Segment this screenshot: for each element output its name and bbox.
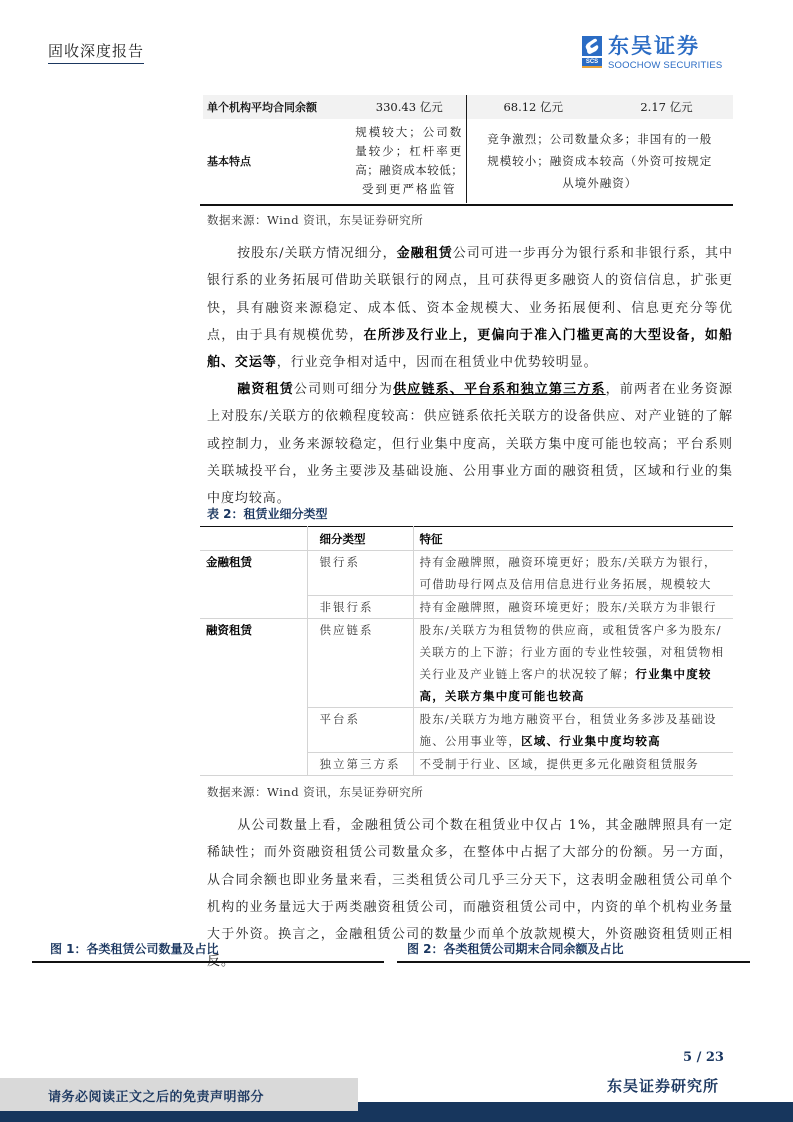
feature-cell: 持有金融牌照，融资环境更好；股东/关联方为银行，可借助母行网点及信用信息进行业务拓展，规模较大	[413, 551, 733, 596]
cell-line: 高；融资成本较低；	[355, 163, 464, 177]
category-cell-empty	[200, 753, 307, 776]
table-cell	[466, 119, 733, 203]
text-run: 从公司数量上看，金融租赁公司个数在租赁业中仅占 1%，其金融牌照具有一定稀缺性；而外资融资租赁公司数量众多，在整体中占据了大部分的份额。另一方面，从合同余额也即业务量来看，三类租赁公司几乎三分天下，这表明金融租赁公司单个机构的业务量远大于两类融资租赁公司，而融资租赁公司中，内资的单个机构业务量大于外资。换言之，金融租赁公司的数量少而单个放款规模大，外资融资租赁则正相反。	[207, 818, 733, 970]
report-type-title: 固收深度报告	[48, 40, 144, 64]
feature-cell	[413, 708, 733, 753]
table2-source: 数据来源：Wind 资讯，东吴证券研究所	[207, 785, 424, 799]
company-logo	[580, 34, 740, 74]
category-cell: 融资租赁	[206, 623, 252, 637]
scs-logo-icon	[582, 36, 602, 56]
category-cell-empty	[200, 708, 307, 753]
logo-en-name: SOOCHOW SECURITIES	[608, 60, 723, 71]
table-cell: 68.12 亿元	[466, 95, 600, 119]
text-run: 公司可进一步再分为银行系和非银行系，其中银行系的业务拓展可借助关联银行的网点，且可获得更多融资人的资信信息，扩张更快，具有融资来源稳定、成本低、资本金规模大、业务拓展便利、信息更充分等优点，由于具有规模优势，	[207, 246, 733, 343]
table-row	[200, 551, 733, 596]
text-run: 公司则可细分为	[293, 382, 394, 397]
type-cell: 供应链系	[307, 619, 413, 708]
feature-cell: 不受制于行业、区域，提供更多元化融资租赁服务	[413, 753, 733, 776]
feature-text: 股东/关联方为地方融资平台，租赁业务多涉及基础设施、公用事业等，	[419, 712, 717, 748]
footer-disclaimer: 请务必阅读正文之后的免责声明部分	[48, 1090, 265, 1105]
paragraph-financial-leasing	[207, 240, 733, 376]
type-cell: 银行系	[307, 551, 413, 596]
logo-cn-name: 东吴证券	[608, 34, 700, 58]
figure2-caption: 图 2：各类租赁公司期末合同余额及占比	[397, 940, 750, 963]
cell-line: 量较少；杠杆率更	[355, 144, 464, 158]
table-row	[203, 119, 733, 203]
cell-line: 从境外融资）	[562, 176, 638, 190]
logo-abbr: SCS	[582, 58, 602, 66]
header-cell: 特征	[413, 527, 733, 551]
bold-text: 在所涉及行业上，更偏向于准入门槛更高的大型设备，如船舶、交运等	[207, 327, 734, 371]
cell-line: 规模较小；融资成本较高（外资可按规定	[487, 154, 713, 168]
paragraph-finance-leasing	[207, 376, 733, 512]
table-cell: 2.17 亿元	[600, 95, 733, 119]
header-cell: 细分类型	[307, 527, 413, 551]
type-cell: 平台系	[307, 708, 413, 753]
feature-bold-text: 区域、行业集中度均较高	[521, 734, 661, 748]
logo-underline	[582, 66, 602, 68]
table-header-row	[200, 527, 733, 551]
type-cell: 独立第三方系	[307, 753, 413, 776]
table-row	[203, 95, 733, 119]
footer-bar-bottom	[0, 1111, 793, 1122]
table-cell	[353, 119, 466, 203]
cell-line: 竞争激烈；公司数量众多；非国有的一般	[487, 132, 713, 146]
leasing-types-table	[200, 526, 733, 776]
text-run: 按股东/关联方情况细分，	[237, 246, 397, 261]
bold-text: 金融租赁	[396, 246, 453, 261]
table2-caption: 表 2：租赁业细分类型	[207, 507, 328, 521]
table-bottom-rule	[200, 204, 733, 206]
table-row	[200, 753, 733, 776]
feature-text: 股东/关联方为租赁物的供应商，或租赁客户多为股东/关联方的上下游；行业方面的专业性较强，对租赁物相关行业及产业链上客户的状况较了解；	[419, 623, 725, 681]
figure1-caption: 图 1：各类租赁公司数量及占比	[32, 940, 384, 963]
table-row	[200, 708, 733, 753]
table-row	[200, 619, 733, 708]
text-run: ，行业竞争相对适中，因而在租赁业中优势较明显。	[276, 355, 598, 371]
company-comparison-table	[203, 95, 733, 203]
footer-org-name: 东吴证券研究所	[607, 1077, 720, 1095]
table1-source: 数据来源：Wind 资讯，东吴证券研究所	[207, 213, 424, 227]
feature-bold-text: 行业集中度较高，关联方集中度可能也较高	[419, 667, 712, 703]
bold-underlined-text: 供应链系、平台系和独立第三方系	[393, 382, 606, 397]
category-cell: 金融租赁	[206, 555, 252, 569]
row-label: 单个机构平均合同余额	[203, 95, 353, 119]
feature-cell: 持有金融牌照，融资环境更好；股东/关联方为非银行	[413, 596, 733, 619]
page-number: 5 / 23	[683, 1050, 724, 1065]
table-cell: 330.43 亿元	[353, 95, 466, 119]
text-run: ，前两者在业务资源上对股东/关联方的依赖程度较高：供应链系依托关联方的设备供应、对产业链的了解或控制力，业务来源较稳定，但行业集中度高，关联方集中度可能也较高；平台系则关联城投平台，业务主要涉及基础设施、公用事业方面的融资租赁，区域和行业的集中度均较高。	[207, 382, 733, 507]
cell-line: 受到更严格监管	[362, 182, 457, 196]
feature-cell	[413, 619, 733, 708]
bold-text: 融资租赁	[237, 382, 294, 397]
row-label: 基本特点	[207, 155, 251, 168]
cell-line: 规模较大；公司数	[355, 125, 464, 139]
table-row	[200, 596, 733, 619]
header-cell	[200, 527, 307, 551]
type-cell: 非银行系	[307, 596, 413, 619]
category-cell-empty	[200, 596, 307, 619]
